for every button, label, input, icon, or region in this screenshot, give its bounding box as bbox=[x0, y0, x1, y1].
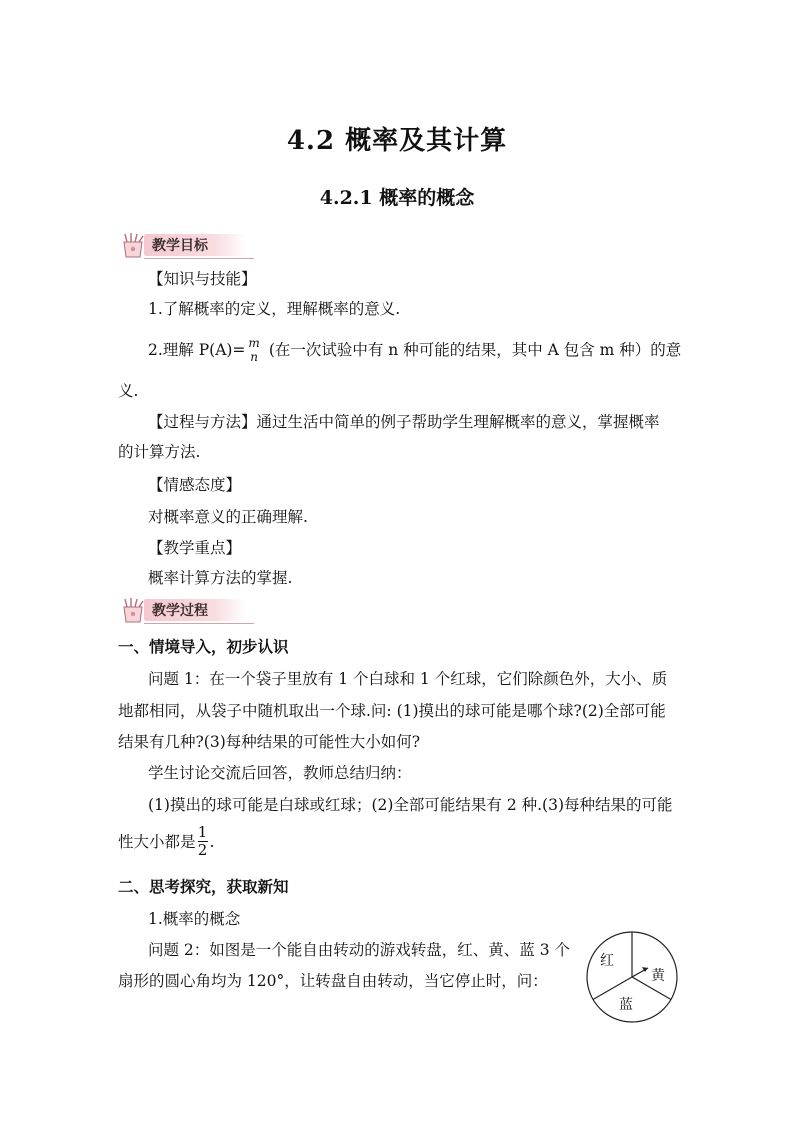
discussion-text: 学生讨论交流后回答，教师总结归纳： bbox=[148, 764, 412, 782]
goal-item-2-suffix: (在一次试验中有 n 种可能的结果，其中 A 包含 m 种）的意 bbox=[268, 341, 682, 359]
page-subtitle: 4.2.1 概率的概念 bbox=[319, 187, 475, 209]
emotion-text: 对概率意义的正确理解. bbox=[148, 508, 308, 526]
section-2-heading: 二、思考探究，获取新知 bbox=[118, 877, 289, 896]
emotion-heading: 【情感态度】 bbox=[148, 476, 242, 494]
question-1-line-3: 结果有几种?(3)每种结果的可能性大小如何? bbox=[118, 733, 421, 751]
method-line-1: 【过程与方法】通过生活中简单的例子帮助学生理解概率的意义，掌握概率 bbox=[148, 413, 660, 431]
answer-line-2: 性大小都是 $\frac{1}{2}$ . bbox=[118, 823, 215, 859]
knowledge-heading: 【知识与技能】 bbox=[148, 270, 257, 288]
answer-line-1: (1)摸出的球可能是白球或红球；(2)全部可能结果有 2 种.(3)每种结果的可能 bbox=[148, 796, 673, 814]
goal-item-2 bbox=[148, 336, 681, 364]
section-1-heading: 一、情境导入，初步认识 bbox=[118, 637, 289, 656]
goal-item-1: 1.了解概率的定义，理解概率的意义. bbox=[148, 300, 401, 318]
page-title: 4.2 概率及其计算 bbox=[286, 126, 508, 156]
focus-text: 概率计算方法的掌握. bbox=[148, 569, 293, 587]
question-2-line-2: 扇形的圆心角均为 120°，让转盘自由转动，当它停止时，问： bbox=[118, 972, 548, 990]
question-1-line-1: 问题 1：在一个袋子里放有 1 个白球和 1 个红球，它们除颜色外，大小、质 bbox=[148, 670, 668, 688]
spinner-label-yellow: 黄 bbox=[651, 968, 665, 984]
method-line-2: 的计算方法. bbox=[118, 443, 201, 461]
concept-heading: 1.概率的概念 bbox=[148, 910, 241, 928]
spinner-label-red: 红 bbox=[600, 953, 614, 969]
goals-badge bbox=[118, 232, 246, 258]
fraction-one-half: $\frac{1}{2}$ bbox=[197, 823, 208, 859]
spinner-diagram bbox=[582, 930, 682, 1026]
spinner-label-blue: 蓝 bbox=[619, 997, 633, 1013]
goal-item-2-continuation: 义. bbox=[118, 382, 139, 400]
goals-badge-label: 教学目标 bbox=[144, 234, 246, 256]
process-badge bbox=[118, 597, 246, 623]
goal-item-2-prefix: 2.理解 P(A)= bbox=[148, 341, 246, 359]
question-1-line-2: 地都相同，从袋子中随机取出一个球.问: (1)摸出的球可能是哪个球?(2)全部可能 bbox=[118, 702, 666, 720]
process-badge-label: 教学过程 bbox=[144, 599, 246, 621]
question-2-line-1: 问题 2：如图是一个能自由转动的游戏转盘，红、黄、蓝 3 个 bbox=[148, 941, 571, 959]
fraction-m-over-n: m n bbox=[248, 336, 260, 364]
focus-heading: 【教学重点】 bbox=[148, 539, 242, 557]
